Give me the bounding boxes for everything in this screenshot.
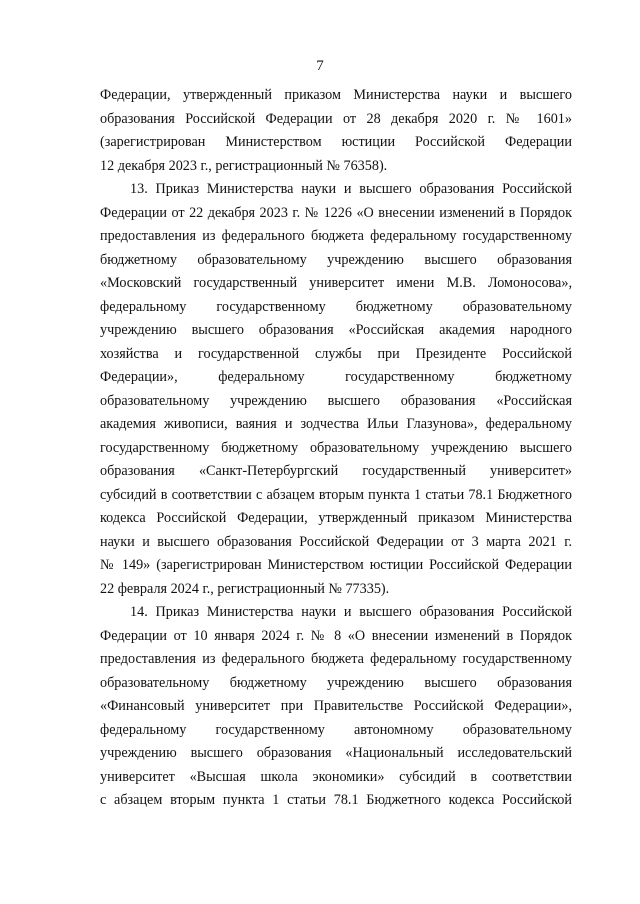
text-line: учреждению высшего образования «Российская академия народного <box>100 322 572 338</box>
text-line: с абзацем вторым пункта 1 статьи 78.1 Бюджетного кодекса Российской <box>100 792 572 808</box>
text-line: федеральному государственному автономному образовательному <box>100 721 572 738</box>
text-line: учреждению высшего образования «Национальный исследовательский <box>100 745 572 761</box>
page-number: 7 <box>316 58 324 74</box>
text-line: Федерации», федеральному государственному бюджетному <box>100 369 572 385</box>
text-line: 13. Приказ Министерства науки и высшего образования Российской <box>130 181 572 197</box>
text-line: 22 февраля 2024 г., регистрационный № 77335). <box>100 580 390 597</box>
document-body <box>100 84 572 813</box>
text-line: образовательному учреждению высшего образования «Российская <box>100 392 572 409</box>
text-line: предоставления из федерального бюджета федеральному государственному <box>100 228 572 244</box>
text-line: государственному бюджетному образовательному учреждению высшего <box>100 439 572 456</box>
text-line: 14. Приказ Министерства науки и высшего образования Российской <box>130 604 572 620</box>
text-line: «Финансовый университет при Правительстве Российской Федерации», <box>100 698 572 714</box>
text-line: академия живописи, ваяния и зодчества Ильи Глазунова», федеральному <box>100 416 572 432</box>
text-line: № 149» (зарегистрирован Министерством юстиции Российской Федерации <box>100 557 572 573</box>
text-line: кодекса Российской Федерации, утвержденный приказом Министерства <box>100 510 572 526</box>
text-line: (зарегистрирован Министерством юстиции Российской Федерации <box>100 134 572 150</box>
text-line: Федерации от 22 декабря 2023 г. № 1226 «О внесении изменений в Порядок <box>100 204 572 221</box>
text-line: образовательному бюджетному учреждению высшего образования <box>100 674 572 691</box>
text-line: субсидий в соответствии с абзацем вторым пункта 1 статьи 78.1 Бюджетного <box>100 486 572 503</box>
text-line: федеральному государственному бюджетному образовательному <box>100 298 572 315</box>
text-line: 12 декабря 2023 г., регистрационный № 76358). <box>100 157 388 174</box>
text-line: хозяйства и государственной службы при Президенте Российской <box>100 345 572 362</box>
text-line: Федерации от 10 января 2024 г. № 8 «О внесении изменений в Порядок <box>100 627 572 644</box>
text-line: предоставления из федерального бюджета федеральному государственному <box>100 651 572 667</box>
text-line: образования «Санкт-Петербургский государственный университет» <box>100 463 572 479</box>
text-line: бюджетному образовательному учреждению высшего образования <box>100 251 572 268</box>
text-line: образования Российской Федерации от 28 декабря 2020 г. № 1601» <box>100 110 572 127</box>
text-line: Федерации, утвержденный приказом Министерства науки и высшего <box>100 87 572 103</box>
text-line: науки и высшего образования Российской Федерации от 3 марта 2021 г. <box>100 533 572 550</box>
text-line: «Московский государственный университет имени М.В. Ломоносова», <box>100 275 572 291</box>
text-line: университет «Высшая школа экономики» субсидий в соответствии <box>100 768 572 785</box>
